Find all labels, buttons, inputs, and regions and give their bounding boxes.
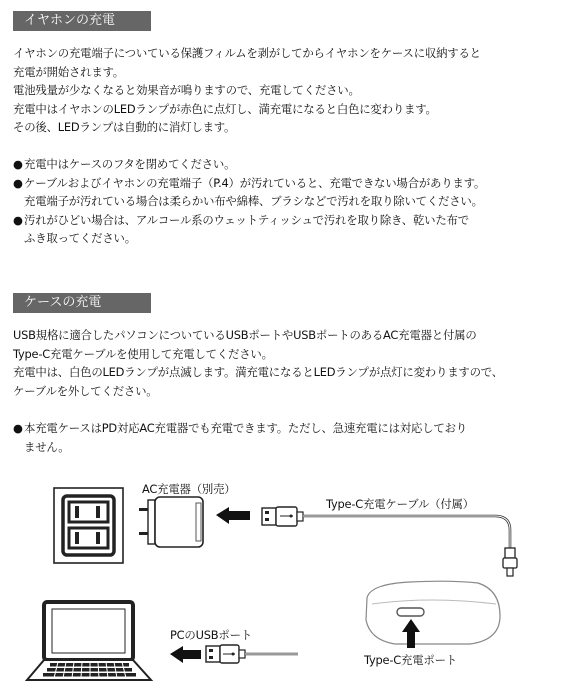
paragraph-line: 充電中はイヤホンのLEDランプが赤色に点灯し、満充電になると白色に変わります。	[13, 101, 437, 116]
bullet-icon: ●	[13, 175, 23, 190]
bullet-icon: ●	[13, 421, 23, 435]
bullet-text: 充電端子が汚れている場合は柔らかい布や綿棒、ブラシなどで汚れを取り除いてください。	[24, 194, 483, 208]
bullet-text: ません。	[24, 439, 70, 454]
arrow-left-icon	[216, 507, 250, 524]
pc-usb-port-label: PCのUSBポート	[170, 628, 252, 642]
paragraph-line: USB規格に適合したパソコンについているUSBポートやUSBポートのあるAC充電器と付属の	[13, 328, 477, 342]
bullet-icon: ●	[13, 212, 23, 227]
paragraph-line: ケーブルを外してください。	[13, 383, 158, 398]
paragraph-line: 電池残量が少なくなると効果音が鳴りますので、充電してください。	[13, 83, 360, 97]
type-c-port-label: Type-C充電ポート	[364, 653, 457, 667]
laptop-icon	[27, 602, 151, 680]
usb-cable	[303, 516, 510, 548]
earphone-case-icon	[366, 581, 500, 644]
paragraph-line: 充電中は、白色のLEDランプが点滅します。満充電になるとLEDランプが点灯に変わりますので、	[13, 365, 503, 379]
bullet-text: 汚れがひどい場合は、アルコール系のウェットティッシュで汚れを取り除き、乾いた布で	[24, 212, 469, 227]
ac-charger-label: AC充電器（別売）	[142, 482, 236, 496]
wall-outlet-icon	[54, 488, 123, 563]
paragraph-line: その後、LEDランプは自動的に消灯します。	[13, 120, 236, 134]
arrow-left-icon	[170, 646, 201, 663]
section-heading-earphone-charging: イヤホンの充電	[13, 11, 151, 31]
usb-plug-icon	[206, 645, 245, 663]
bullet-text: 充電中はケースのフタを閉めてください。	[24, 157, 236, 171]
ac-charger-icon	[139, 497, 203, 547]
bullet-text: 本充電ケースはPD対応AC充電器でも充電できます。ただし、急速充電には対応しており	[24, 421, 467, 435]
section-heading-case-charging: ケースの充電	[13, 293, 151, 313]
paragraph-line: イヤホンの充電端子についている保護フィルムを剥がしてからイヤホンをケースに収納すると	[13, 46, 481, 60]
usb-plug-icon	[262, 507, 303, 526]
paragraph-line: 充電が開始されます。	[13, 64, 124, 79]
bullet-icon: ●	[13, 157, 23, 171]
paragraph-line: Type-C充電ケーブルを使用して充電してください。	[13, 346, 273, 361]
bullet-text: ケーブルおよびイヤホンの充電端子（P.4）が汚れていると、充電できない場合があります。	[24, 175, 486, 190]
cable-label: Type-C充電ケーブル（付属）	[326, 497, 474, 511]
usb-c-plug-icon	[503, 548, 517, 576]
bullet-text: ふき取ってください。	[24, 231, 136, 245]
